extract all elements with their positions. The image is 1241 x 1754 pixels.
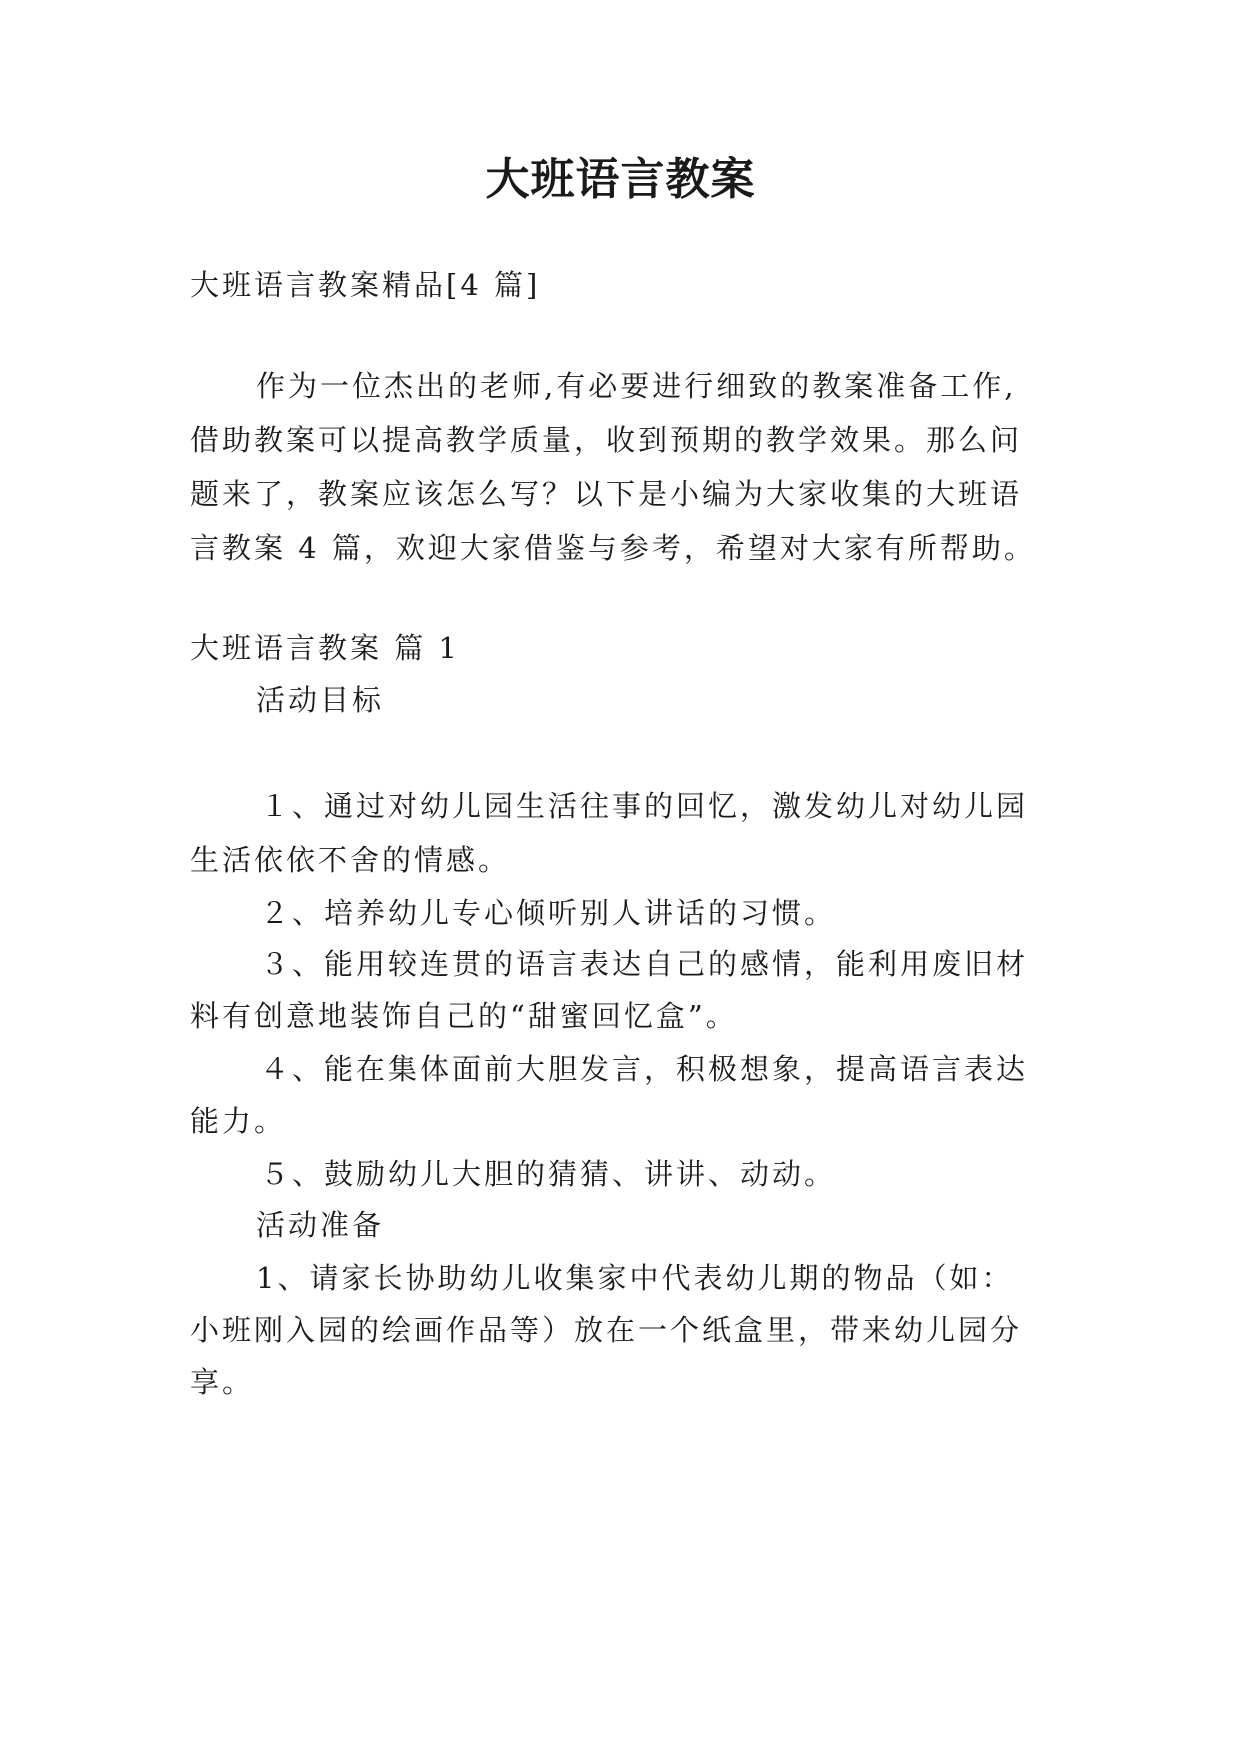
prep-line-3: 享。 (190, 1365, 255, 1399)
document-title: 大班语言教案 (485, 154, 756, 205)
goal-1-line-2: 生活依依不舍的情感。 (190, 843, 511, 877)
intro-line-2: 借助教案可以提高教学质量，收到预期的教学效果。那么问 (190, 423, 1023, 457)
goal-4-line-1: ４、能在集体面前大胆发言，积极想象，提高语言表达 (260, 1052, 1029, 1086)
goal-5: ５、鼓励幼儿大胆的猜猜、讲讲、动动。 (260, 1157, 837, 1191)
intro-line-3: 题来了，教案应该怎么写？以下是小编为大家收集的大班语 (190, 477, 1023, 511)
goal-heading: 活动目标 (256, 683, 385, 717)
intro-line-1: 作为一位杰出的老师,有必要进行细致的教案准备工作, (256, 369, 1017, 403)
prep-line-1: 1、请家长协助幼儿收集家中代表幼儿期的物品（如： (256, 1261, 1014, 1295)
prep-heading: 活动准备 (256, 1208, 385, 1242)
section-heading: 大班语言教案 篇 1 (190, 631, 460, 665)
intro-line-4: 言教案 4 篇，欢迎大家借鉴与参考，希望对大家有所帮助。 (190, 531, 1036, 565)
goal-4-line-2: 能力。 (190, 1104, 287, 1138)
prep-line-2: 小班刚入园的绘画作品等）放在一个纸盒里，带来幼儿园分 (190, 1313, 1023, 1347)
goal-3-line-1: ３、能用较连贯的语言表达自己的感情，能利用废旧材 (260, 947, 1029, 981)
goal-2: ２、培养幼儿专心倾听别人讲话的习惯。 (260, 896, 837, 930)
goal-3-line-2: 料有创意地装饰自己的“甜蜜回忆盒”。 (190, 999, 738, 1033)
document-subtitle: 大班语言教案精品[4 篇] (190, 268, 541, 302)
goal-1-line-1: １、通过对幼儿园生活往事的回忆，激发幼儿对幼儿园 (260, 789, 1029, 823)
